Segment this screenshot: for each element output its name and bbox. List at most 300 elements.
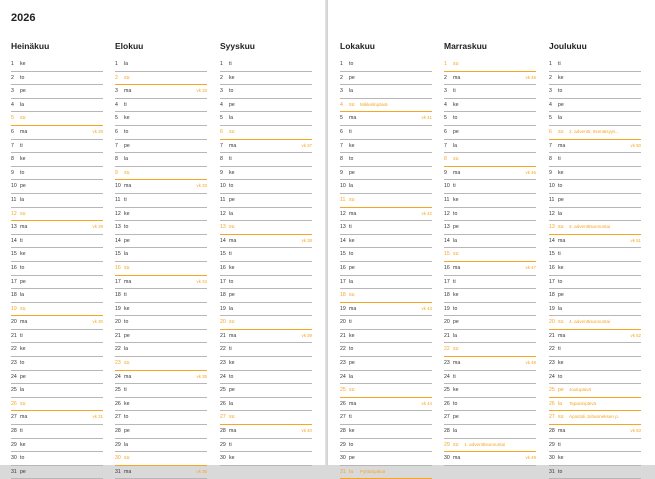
day-row[interactable]	[115, 425, 207, 439]
day-number: 12	[444, 210, 450, 217]
day-row[interactable]	[340, 262, 432, 276]
day-number: 4	[340, 101, 343, 108]
day-number: 10	[549, 183, 555, 190]
day-number: 22	[11, 346, 17, 353]
weekday-label: to	[349, 61, 354, 67]
day-row[interactable]	[340, 398, 432, 412]
day-row[interactable]	[115, 371, 207, 385]
weekday-label: su	[453, 346, 459, 353]
day-row[interactable]	[220, 316, 312, 330]
weekday-label: ma	[229, 332, 237, 339]
day-number: 28	[340, 428, 346, 435]
day-row[interactable]	[115, 384, 207, 398]
day-row[interactable]	[444, 384, 536, 398]
day-number: 16	[444, 264, 450, 271]
day-row[interactable]	[11, 276, 103, 290]
day-row[interactable]	[444, 85, 536, 99]
day-row[interactable]	[115, 357, 207, 371]
day-row[interactable]	[220, 398, 312, 412]
day-row[interactable]	[11, 398, 103, 412]
weekday-label: su	[558, 319, 564, 326]
day-row[interactable]	[220, 112, 312, 126]
day-row[interactable]	[549, 153, 641, 167]
day-number: 23	[340, 360, 346, 367]
weekday-label: ma	[124, 88, 132, 95]
weekday-label: la	[349, 468, 354, 475]
week-number: vk 34	[196, 278, 207, 284]
weekday-label: la	[558, 115, 563, 122]
day-row[interactable]	[340, 330, 432, 344]
day-number: 21	[220, 332, 226, 339]
weekday-label: pe	[124, 332, 130, 339]
day-number: 17	[220, 278, 226, 285]
day-number: 29	[220, 441, 226, 448]
weekday-label: ma	[20, 224, 28, 231]
day-row[interactable]	[220, 126, 312, 140]
day-row[interactable]	[549, 208, 641, 222]
day-number: 18	[115, 292, 121, 299]
day-row[interactable]	[11, 384, 103, 398]
weekday-label: ma	[229, 142, 237, 149]
day-row[interactable]	[11, 411, 103, 425]
day-row[interactable]	[444, 208, 536, 222]
day-row[interactable]	[11, 221, 103, 235]
day-row[interactable]	[11, 167, 103, 181]
day-row[interactable]	[340, 371, 432, 385]
day-row[interactable]	[340, 85, 432, 99]
day-row[interactable]	[11, 140, 103, 154]
day-row[interactable]	[549, 466, 641, 479]
week-number: vk 42	[421, 210, 432, 216]
day-row[interactable]	[340, 303, 432, 317]
day-row[interactable]	[549, 140, 641, 154]
week-number: vk 30	[92, 319, 103, 325]
weekday-label: ma	[20, 414, 28, 421]
day-row[interactable]	[444, 153, 536, 167]
day-row[interactable]	[115, 330, 207, 344]
day-row[interactable]	[340, 343, 432, 357]
day-row[interactable]	[115, 194, 207, 208]
week-number: vk 35	[196, 373, 207, 379]
day-number: 15	[549, 251, 555, 258]
day-row[interactable]	[115, 439, 207, 453]
weekday-label: ke	[124, 400, 130, 407]
day-number: 31	[549, 468, 555, 475]
weekday-label: su	[453, 441, 459, 448]
day-row[interactable]	[220, 303, 312, 317]
weekday-label: to	[229, 373, 234, 380]
day-row[interactable]	[340, 72, 432, 86]
day-row[interactable]	[11, 330, 103, 344]
day-row[interactable]	[444, 439, 536, 453]
day-number: 19	[11, 305, 17, 312]
day-row[interactable]	[115, 235, 207, 249]
day-row[interactable]	[444, 99, 536, 113]
day-row[interactable]	[549, 371, 641, 385]
day-row[interactable]	[115, 153, 207, 167]
week-number: vk 53	[630, 428, 641, 434]
day-row[interactable]	[220, 208, 312, 222]
day-row[interactable]	[549, 357, 641, 371]
day-row[interactable]	[115, 316, 207, 330]
weekday-label: ti	[558, 156, 561, 163]
day-row[interactable]	[340, 208, 432, 222]
day-row[interactable]	[549, 99, 641, 113]
day-row[interactable]	[220, 289, 312, 303]
day-row[interactable]	[444, 140, 536, 154]
day-number: 18	[340, 292, 346, 299]
day-row[interactable]	[220, 221, 312, 235]
day-row[interactable]	[444, 398, 536, 412]
weekday-label: la	[20, 292, 25, 299]
day-row[interactable]	[115, 398, 207, 412]
day-row[interactable]	[549, 85, 641, 99]
day-row[interactable]	[115, 303, 207, 317]
weekday-label: to	[124, 319, 129, 326]
weekday-label: ke	[124, 115, 130, 122]
day-row[interactable]	[549, 58, 641, 72]
day-row[interactable]	[549, 289, 641, 303]
day-row[interactable]	[115, 262, 207, 276]
day-row[interactable]	[11, 425, 103, 439]
week-number: vk 38	[301, 237, 312, 243]
day-row[interactable]	[444, 58, 536, 72]
weekday-label: su	[453, 251, 459, 258]
day-row[interactable]	[220, 439, 312, 453]
weekday-label: ma	[558, 428, 566, 435]
day-row[interactable]	[549, 72, 641, 86]
day-row[interactable]	[444, 411, 536, 425]
month-name: Marraskuu	[444, 41, 487, 51]
day-number: 9	[340, 169, 343, 176]
day-number: 9	[11, 169, 14, 176]
day-number: 21	[115, 332, 121, 339]
day-row[interactable]	[444, 167, 536, 181]
day-row[interactable]	[220, 85, 312, 99]
weekday-label: ti	[229, 251, 232, 258]
day-row[interactable]	[220, 452, 312, 466]
weekday-label: ma	[453, 264, 461, 271]
day-row[interactable]	[11, 208, 103, 222]
weekday-label: ke	[558, 264, 564, 271]
day-row[interactable]	[340, 276, 432, 290]
weekday-label: la	[229, 210, 234, 217]
day-row[interactable]	[444, 248, 536, 262]
day-row[interactable]	[444, 425, 536, 439]
day-row[interactable]	[340, 58, 432, 72]
day-row[interactable]	[11, 126, 103, 140]
day-number: 17	[444, 278, 450, 285]
day-number: 6	[220, 128, 223, 135]
day-row[interactable]	[11, 262, 103, 276]
weekday-label: la	[229, 400, 234, 407]
day-row[interactable]	[220, 330, 312, 344]
weekday-label: pe	[453, 224, 459, 231]
day-row[interactable]	[340, 221, 432, 235]
day-row[interactable]	[444, 235, 536, 249]
day-row[interactable]	[549, 316, 641, 330]
day-row[interactable]	[549, 194, 641, 208]
day-row[interactable]	[444, 289, 536, 303]
weekday-label: to	[20, 264, 25, 271]
day-row[interactable]	[220, 58, 312, 72]
weekday-label: la	[453, 428, 458, 435]
day-row[interactable]	[549, 262, 641, 276]
weekday-label: ma	[558, 237, 566, 244]
day-row[interactable]	[444, 276, 536, 290]
day-row[interactable]	[444, 112, 536, 126]
day-number: 6	[549, 128, 552, 135]
day-row[interactable]	[11, 112, 103, 126]
day-row[interactable]	[115, 289, 207, 303]
day-row[interactable]	[549, 384, 641, 398]
day-row[interactable]	[220, 167, 312, 181]
day-row[interactable]	[340, 167, 432, 181]
day-row[interactable]	[444, 316, 536, 330]
weekday-label: pe	[349, 169, 355, 176]
day-row[interactable]	[115, 140, 207, 154]
day-number: 3	[340, 88, 343, 95]
day-row[interactable]	[220, 371, 312, 385]
day-row[interactable]	[115, 180, 207, 194]
day-number: 1	[220, 61, 223, 67]
day-row[interactable]	[115, 85, 207, 99]
day-row[interactable]	[220, 140, 312, 154]
week-number: vk 43	[421, 305, 432, 311]
day-row[interactable]	[115, 411, 207, 425]
day-row[interactable]	[340, 289, 432, 303]
day-number: 7	[444, 142, 447, 149]
day-row[interactable]	[444, 330, 536, 344]
day-row[interactable]	[220, 72, 312, 86]
day-row[interactable]	[115, 343, 207, 357]
day-row[interactable]	[115, 466, 207, 479]
weekday-label: su	[229, 414, 235, 421]
weekday-label: la	[124, 61, 129, 67]
day-number: 29	[115, 441, 121, 448]
day-row[interactable]	[444, 262, 536, 276]
day-row[interactable]	[549, 411, 641, 425]
day-number: 2	[340, 74, 343, 81]
weekday-label: ke	[20, 346, 26, 353]
weekday-label: su	[124, 455, 130, 462]
day-number: 10	[115, 183, 121, 190]
day-row[interactable]	[115, 126, 207, 140]
day-number: 12	[340, 210, 346, 217]
day-row[interactable]	[340, 384, 432, 398]
day-number: 3	[115, 88, 118, 95]
weekday-label: la	[558, 305, 563, 312]
weekday-label: ke	[20, 61, 26, 67]
day-number: 24	[220, 373, 226, 380]
day-number: 27	[340, 414, 346, 421]
weekday-label: to	[453, 400, 458, 407]
week-number: vk 52	[630, 332, 641, 338]
day-number: 31	[11, 468, 17, 475]
day-row[interactable]	[11, 72, 103, 86]
day-row[interactable]	[220, 153, 312, 167]
day-row[interactable]	[444, 303, 536, 317]
day-row[interactable]	[340, 235, 432, 249]
day-row[interactable]	[11, 180, 103, 194]
day-number: 10	[444, 183, 450, 190]
day-row[interactable]	[444, 221, 536, 235]
month-name: Heinäkuu	[11, 41, 50, 51]
day-row[interactable]	[444, 357, 536, 371]
day-row[interactable]	[549, 303, 641, 317]
week-number: vk 32	[196, 88, 207, 94]
weekday-label: pe	[349, 264, 355, 271]
day-row[interactable]	[340, 99, 432, 113]
day-row[interactable]	[220, 411, 312, 425]
day-row[interactable]	[115, 276, 207, 290]
day-row[interactable]	[11, 357, 103, 371]
day-row[interactable]	[340, 248, 432, 262]
day-row[interactable]	[220, 343, 312, 357]
day-row[interactable]	[115, 208, 207, 222]
day-row[interactable]	[340, 411, 432, 425]
day-row[interactable]	[115, 452, 207, 466]
day-row[interactable]	[220, 276, 312, 290]
day-row[interactable]	[11, 289, 103, 303]
day-row[interactable]	[340, 466, 432, 479]
day-row[interactable]	[549, 248, 641, 262]
weekday-label: ti	[349, 414, 352, 421]
weekday-label: ti	[229, 346, 232, 353]
day-number: 22	[220, 346, 226, 353]
day-number: 9	[115, 169, 118, 176]
day-row[interactable]	[220, 194, 312, 208]
day-row[interactable]	[340, 452, 432, 466]
day-row[interactable]	[340, 180, 432, 194]
day-row[interactable]	[340, 357, 432, 371]
day-row[interactable]	[11, 303, 103, 317]
day-number: 1	[11, 61, 14, 67]
week-number: vk 51	[630, 237, 641, 243]
day-row[interactable]	[220, 235, 312, 249]
day-row[interactable]	[549, 343, 641, 357]
day-row[interactable]	[340, 112, 432, 126]
day-row[interactable]	[220, 99, 312, 113]
weekday-label: su	[558, 224, 564, 231]
day-row[interactable]	[11, 99, 103, 113]
day-number: 20	[340, 319, 346, 326]
day-row[interactable]	[220, 262, 312, 276]
day-row[interactable]	[549, 330, 641, 344]
day-row[interactable]	[340, 194, 432, 208]
day-row[interactable]	[220, 384, 312, 398]
day-row[interactable]	[549, 425, 641, 439]
day-row[interactable]	[115, 112, 207, 126]
day-row[interactable]	[11, 194, 103, 208]
weekday-label: ke	[229, 360, 235, 367]
day-row[interactable]	[220, 248, 312, 262]
day-row[interactable]	[11, 248, 103, 262]
day-row[interactable]	[115, 167, 207, 181]
day-row[interactable]	[549, 452, 641, 466]
day-number: 4	[115, 101, 118, 108]
day-row[interactable]	[11, 153, 103, 167]
day-number: 25	[444, 387, 450, 394]
day-row[interactable]	[444, 194, 536, 208]
weekday-label: to	[558, 278, 563, 285]
day-row[interactable]	[11, 371, 103, 385]
week-number: vk 47	[525, 264, 536, 270]
day-number: 16	[340, 264, 346, 271]
weekday-label: to	[453, 305, 458, 312]
day-row[interactable]	[11, 452, 103, 466]
weekday-label: to	[229, 278, 234, 285]
weekday-label: ti	[558, 61, 561, 67]
day-number: 22	[340, 346, 346, 353]
day-row[interactable]	[115, 221, 207, 235]
weekday-label: la	[124, 441, 129, 448]
day-number: 1	[340, 61, 343, 67]
day-row[interactable]	[444, 126, 536, 140]
day-row[interactable]	[115, 248, 207, 262]
day-row[interactable]	[115, 58, 207, 72]
day-row[interactable]	[11, 235, 103, 249]
day-row[interactable]	[444, 452, 536, 466]
day-row[interactable]	[340, 439, 432, 453]
day-row[interactable]	[549, 180, 641, 194]
day-row[interactable]	[115, 99, 207, 113]
day-number: 6	[11, 128, 14, 135]
day-row[interactable]	[11, 316, 103, 330]
weekday-label: ma	[20, 319, 28, 326]
day-row[interactable]	[220, 425, 312, 439]
day-row[interactable]	[549, 276, 641, 290]
day-row[interactable]	[11, 85, 103, 99]
weekday-label: ke	[558, 360, 564, 367]
weekday-label: su	[349, 387, 355, 394]
day-row[interactable]	[340, 153, 432, 167]
day-row[interactable]	[220, 180, 312, 194]
day-row[interactable]	[444, 343, 536, 357]
day-row[interactable]	[220, 357, 312, 371]
day-number: 17	[340, 278, 346, 285]
day-row[interactable]	[115, 72, 207, 86]
day-row[interactable]	[549, 167, 641, 181]
weekday-label: ti	[20, 142, 23, 149]
day-row[interactable]	[11, 466, 103, 479]
day-row[interactable]	[549, 112, 641, 126]
day-row[interactable]	[340, 126, 432, 140]
day-row[interactable]	[340, 316, 432, 330]
day-row[interactable]	[444, 72, 536, 86]
day-number: 27	[444, 414, 450, 421]
day-number: 17	[115, 278, 121, 285]
day-row[interactable]	[444, 371, 536, 385]
day-number: 1	[444, 61, 447, 67]
day-row[interactable]	[549, 398, 641, 412]
day-row[interactable]	[549, 439, 641, 453]
day-row[interactable]	[340, 140, 432, 154]
day-number: 14	[11, 237, 17, 244]
day-row[interactable]	[549, 126, 641, 140]
day-row[interactable]	[549, 235, 641, 249]
day-number: 26	[11, 400, 17, 407]
day-row[interactable]	[340, 425, 432, 439]
day-row[interactable]	[11, 58, 103, 72]
day-row[interactable]	[444, 180, 536, 194]
day-note: Pyhäinpäivä	[360, 468, 386, 474]
day-row[interactable]	[11, 439, 103, 453]
week-number: vk 39	[301, 332, 312, 338]
day-row[interactable]	[11, 343, 103, 357]
day-row[interactable]	[549, 221, 641, 235]
day-number: 19	[444, 305, 450, 312]
